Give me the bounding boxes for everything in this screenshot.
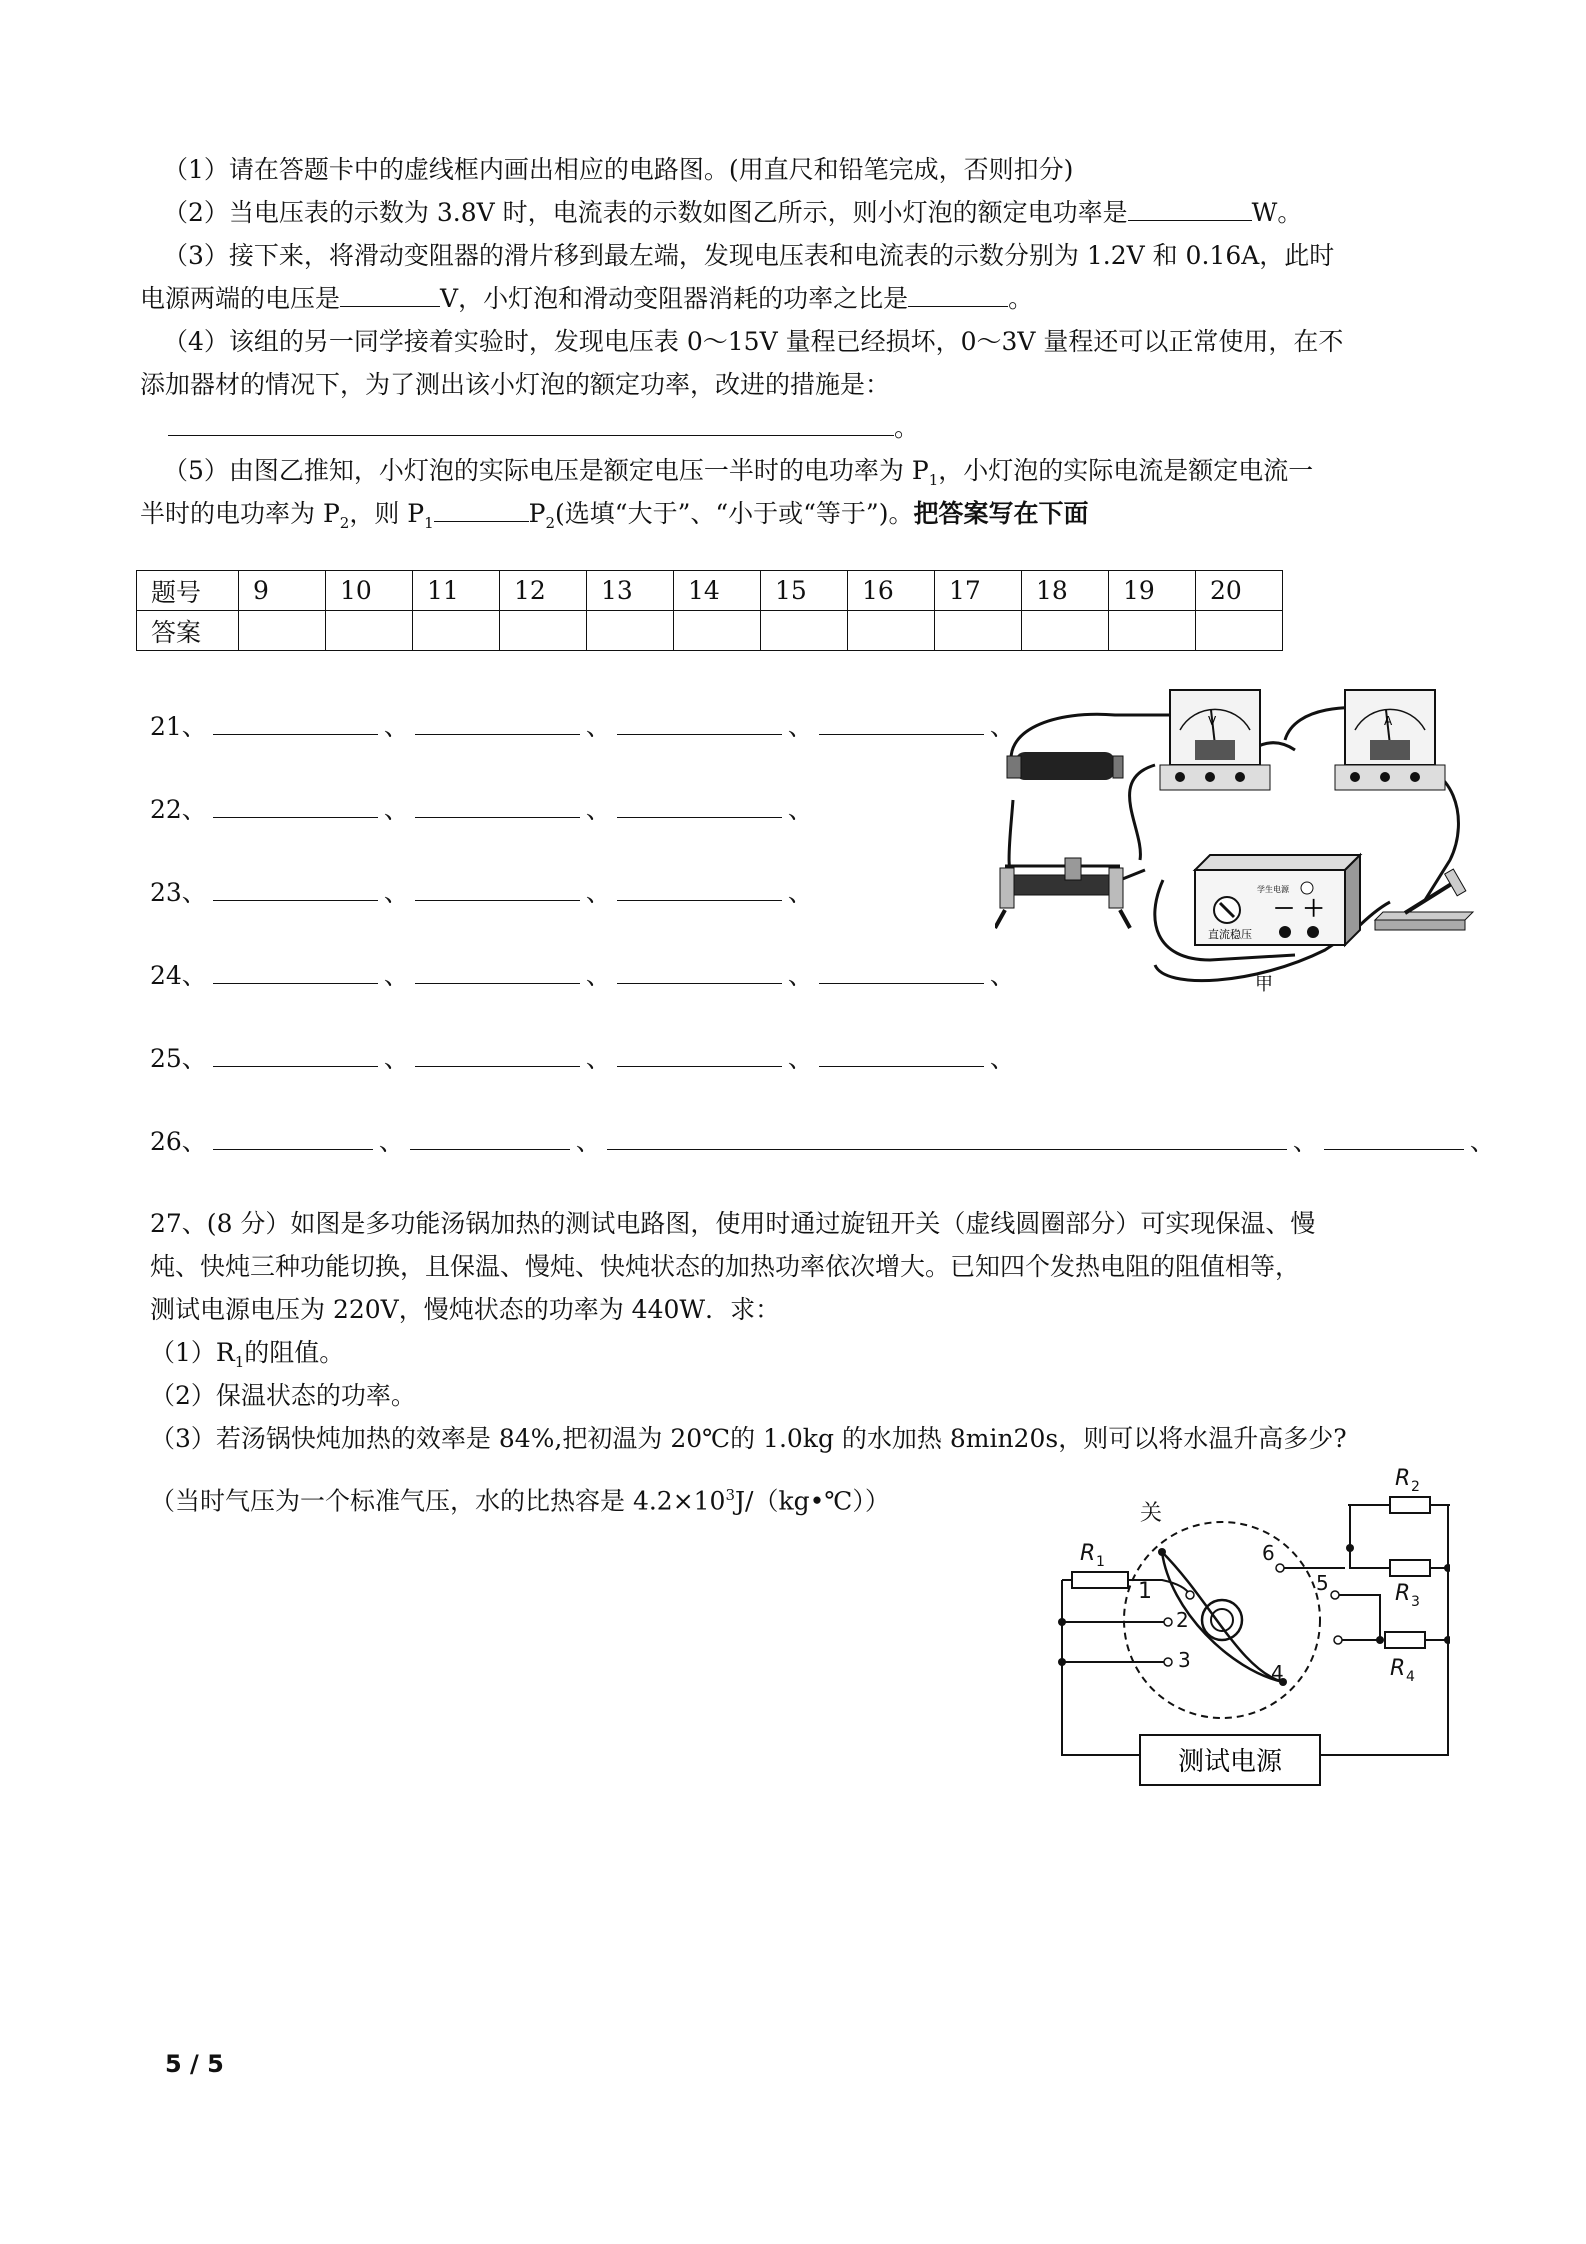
r4-sub: 4 [1406, 1669, 1415, 1685]
separator: 、 [989, 712, 1015, 741]
answer-blank[interactable] [213, 876, 378, 901]
r1-sub: 1 [1096, 1554, 1105, 1570]
q-part3-line1: （3）接下来，将滑动变阻器的滑片移到最左端，发现电压表和电流表的示数分别为 1.2V 和 0.16A，此时 [163, 241, 1335, 270]
row-number: 21、 [150, 712, 207, 741]
r1-label: R [1080, 1541, 1096, 1566]
separator: 、 [585, 961, 611, 990]
answer-blank[interactable] [168, 411, 894, 436]
answer-blank[interactable] [434, 497, 529, 522]
answer-blank[interactable] [415, 793, 580, 818]
q-part3-text2: V，小灯泡和滑动变阻器消耗的功率之比是 [440, 284, 909, 313]
answer-cell[interactable] [239, 611, 326, 651]
r3-sub: 3 [1411, 1594, 1420, 1610]
answer-blank[interactable] [415, 710, 580, 735]
answer-blank[interactable] [819, 959, 984, 984]
resistor-r3 [1390, 1560, 1430, 1576]
knife-switch [1375, 869, 1473, 930]
terminal-5: 5 [1316, 1571, 1329, 1595]
ammeter-letter: A [1384, 714, 1393, 728]
answer-cell[interactable] [674, 611, 761, 651]
table-cell: 19 [1109, 571, 1196, 611]
answer-cell[interactable] [500, 611, 587, 651]
separator: 、 [1469, 1127, 1495, 1156]
separator: 、 [989, 1044, 1015, 1073]
q27-part1-text: （1）R [150, 1338, 235, 1367]
q27-part1-text2: 的阻值。 [244, 1338, 345, 1367]
table-cell: 11 [413, 571, 500, 611]
r2-sub: 2 [1411, 1479, 1420, 1495]
table-row [137, 611, 1283, 651]
table-cell-header: 题号 [137, 571, 239, 611]
answer-blank[interactable] [617, 876, 782, 901]
svg-text:－ ＋: － ＋ [1273, 897, 1325, 922]
heating-circuit-diagram [1050, 1460, 1450, 1815]
answer-blank[interactable] [819, 710, 984, 735]
resistor-r2 [1390, 1497, 1430, 1513]
row-number: 25、 [150, 1044, 207, 1073]
terminal-6: 6 [1262, 1541, 1275, 1565]
separator: 、 [787, 1044, 813, 1073]
row-number: 24、 [150, 961, 207, 990]
answer-row-24 [150, 959, 1015, 993]
answer-cell[interactable] [1022, 611, 1109, 651]
q27-note-text: （当时气压为一个标准气压，水的比热容是 4.2×10 [150, 1486, 726, 1516]
rotary-switch-boundary [1124, 1522, 1320, 1718]
separator: 、 [383, 961, 409, 990]
q-part5-text4: ，则 P [349, 499, 425, 528]
answer-row-26 [150, 1125, 1495, 1159]
terminal-4: 4 [1271, 1661, 1284, 1685]
answer-blank[interactable] [617, 793, 782, 818]
q-part4-line1: （4）该组的另一同学接着实验时，发现电压表 0～15V 量程已经损坏，0～3V 量程还可以正常使用，在不 [163, 327, 1344, 356]
answer-table [136, 570, 1283, 651]
separator: 、 [585, 1044, 611, 1073]
q-part2 [163, 196, 1302, 230]
answer-cell[interactable] [587, 611, 674, 651]
q27-part1 [150, 1336, 344, 1379]
table-cell: 13 [587, 571, 674, 611]
separator: 、 [575, 1127, 601, 1156]
subscript: 1 [928, 471, 939, 489]
answer-blank[interactable] [410, 1125, 570, 1150]
q-part5-text5: P [528, 499, 546, 528]
terminal-1: 1 [1138, 1579, 1152, 1604]
terminal-3: 3 [1178, 1648, 1191, 1672]
power-supply-mode: 直流稳压 [1208, 928, 1252, 941]
separator: 、 [585, 712, 611, 741]
answer-blank[interactable] [340, 282, 440, 307]
answer-row-25 [150, 1042, 1015, 1076]
separator: 、 [383, 1044, 409, 1073]
subscript: 1 [234, 1353, 245, 1371]
terminal-2: 2 [1176, 1608, 1189, 1632]
q-part5-text: （5）由图乙推知，小灯泡的实际电压是额定电压一半时的电功率为 P [163, 456, 929, 485]
q-part1: （1）请在答题卡中的虚线框内画出相应的电路图。(用直尺和铅笔完成，否则扣分) [163, 155, 1074, 184]
table-cell: 18 [1022, 571, 1109, 611]
q27-note [150, 1478, 890, 1518]
q27-line3: 测试电源电压为 220V，慢炖状态的功率为 440W．求： [150, 1295, 781, 1324]
power-supply [1195, 855, 1360, 945]
q-part2-unit: W。 [1251, 198, 1303, 227]
bold-instruction: 把答案写在下面 [913, 499, 1089, 528]
row-number: 23、 [150, 878, 207, 907]
apparatus-figure [995, 670, 1475, 1000]
answer-cell[interactable] [413, 611, 500, 651]
subscript: 2 [545, 514, 556, 532]
answer-blank[interactable] [415, 959, 580, 984]
table-cell-header: 答案 [137, 611, 239, 651]
q-part5-line1 [163, 454, 1313, 497]
answer-blank[interactable] [213, 793, 378, 818]
q27-line1: 27、(8 分）如图是多功能汤锅加热的测试电路图，使用时通过旋钮开关（虚线圆圈部分）可实现保温、慢 [150, 1209, 1316, 1238]
table-cell: 9 [239, 571, 326, 611]
answer-row-22 [150, 793, 813, 827]
answer-cell[interactable] [326, 611, 413, 651]
table-cell: 14 [674, 571, 761, 611]
answer-cell[interactable] [761, 611, 848, 651]
q-part3-line2 [140, 282, 1033, 316]
q-part2-text: （2）当电压表的示数为 3.8V 时，电流表的示数如图乙所示，则小灯泡的额定电功率是 [163, 198, 1128, 227]
separator: 、 [787, 795, 813, 824]
answer-blank[interactable] [415, 876, 580, 901]
page-number: 5 / 5 [165, 2050, 224, 2078]
answer-row-23 [150, 876, 813, 910]
separator: 、 [787, 878, 813, 907]
answer-cell[interactable] [1196, 611, 1283, 651]
answer-blank[interactable] [819, 1042, 984, 1067]
separator: 、 [585, 878, 611, 907]
q-part5-text6: (选填“大于”、“小于或“等于”)。 [555, 499, 914, 528]
voltmeter-letter: V [1208, 714, 1217, 728]
table-cell: 15 [761, 571, 848, 611]
table-cell: 17 [935, 571, 1022, 611]
q-part5-text3: 半时的电功率为 P [140, 499, 340, 528]
test-power-source-label: 测试电源 [1177, 1747, 1283, 1777]
answer-cell[interactable] [1109, 611, 1196, 651]
q-part3-end: 。 [1008, 284, 1034, 313]
answer-blank[interactable] [1128, 196, 1252, 221]
table-row [137, 571, 1283, 611]
separator: 、 [378, 1127, 404, 1156]
answer-blank[interactable] [213, 959, 378, 984]
subscript: 2 [339, 514, 350, 532]
answer-blank[interactable] [1324, 1125, 1464, 1150]
answer-row-21 [150, 710, 1015, 744]
q-part3-text: 电源两端的电压是 [140, 284, 341, 313]
answer-blank[interactable] [213, 710, 378, 735]
table-cell: 10 [326, 571, 413, 611]
resistor-r4 [1385, 1632, 1425, 1648]
separator: 、 [989, 961, 1015, 990]
row-number: 26、 [150, 1127, 207, 1156]
q27-line2: 炖、快炖三种功能切换，且保温、慢炖、快炖状态的加热功率依次增大。已知四个发热电阻的阻值相等， [150, 1252, 1301, 1281]
answer-blank[interactable] [213, 1042, 378, 1067]
answer-cell[interactable] [848, 611, 935, 651]
separator: 、 [383, 795, 409, 824]
separator: 、 [383, 878, 409, 907]
separator: 、 [383, 712, 409, 741]
r3-label: R [1395, 1581, 1411, 1606]
q-part5-text2: ，小灯泡的实际电流是额定电流一 [938, 456, 1314, 485]
table-cell: 12 [500, 571, 587, 611]
separator: 、 [1292, 1127, 1318, 1156]
answer-blank[interactable] [617, 959, 782, 984]
resistor-coil [1007, 752, 1123, 780]
answer-blank[interactable] [607, 1125, 1287, 1150]
superscript: 3 [725, 1486, 736, 1504]
row-number: 22、 [150, 795, 207, 824]
resistor-r1 [1072, 1572, 1128, 1588]
q-part4-line3 [168, 411, 919, 445]
separator: 、 [585, 795, 611, 824]
q-part4-end: 。 [894, 413, 920, 442]
subscript: 1 [424, 514, 434, 532]
table-cell: 16 [848, 571, 935, 611]
q-part4-line2: 添加器材的情况下，为了测出该小灯泡的额定功率，改进的措施是： [140, 370, 891, 399]
table-cell: 20 [1196, 571, 1283, 611]
power-supply-label: 学生电源 [1257, 885, 1289, 894]
answer-blank[interactable] [617, 1042, 782, 1067]
answer-blank[interactable] [415, 1042, 580, 1067]
q27-note-text2: J/（kg•℃）） [735, 1486, 890, 1516]
switch-knob [1202, 1600, 1242, 1640]
answer-cell[interactable] [935, 611, 1022, 651]
answer-blank[interactable] [213, 1125, 373, 1150]
switch-label: 关 [1140, 1501, 1163, 1526]
q27-part2: （2）保温状态的功率。 [150, 1381, 416, 1410]
r2-label: R [1395, 1466, 1411, 1491]
sliding-rheostat [995, 858, 1130, 928]
r4-label: R [1390, 1656, 1406, 1681]
separator: 、 [787, 712, 813, 741]
q27-part3: （3）若汤锅快炖加热的效率是 84%,把初温为 20℃的 1.0kg 的水加热 8min20s，则可以将水温升高多少? [150, 1424, 1347, 1453]
ammeter-icon [1335, 690, 1445, 790]
voltmeter-icon [1160, 690, 1270, 790]
separator: 、 [787, 961, 813, 990]
answer-blank[interactable] [908, 282, 1008, 307]
answer-blank[interactable] [617, 710, 782, 735]
figure-caption: 甲 [1255, 974, 1273, 995]
q-part5-line2 [140, 497, 1088, 540]
